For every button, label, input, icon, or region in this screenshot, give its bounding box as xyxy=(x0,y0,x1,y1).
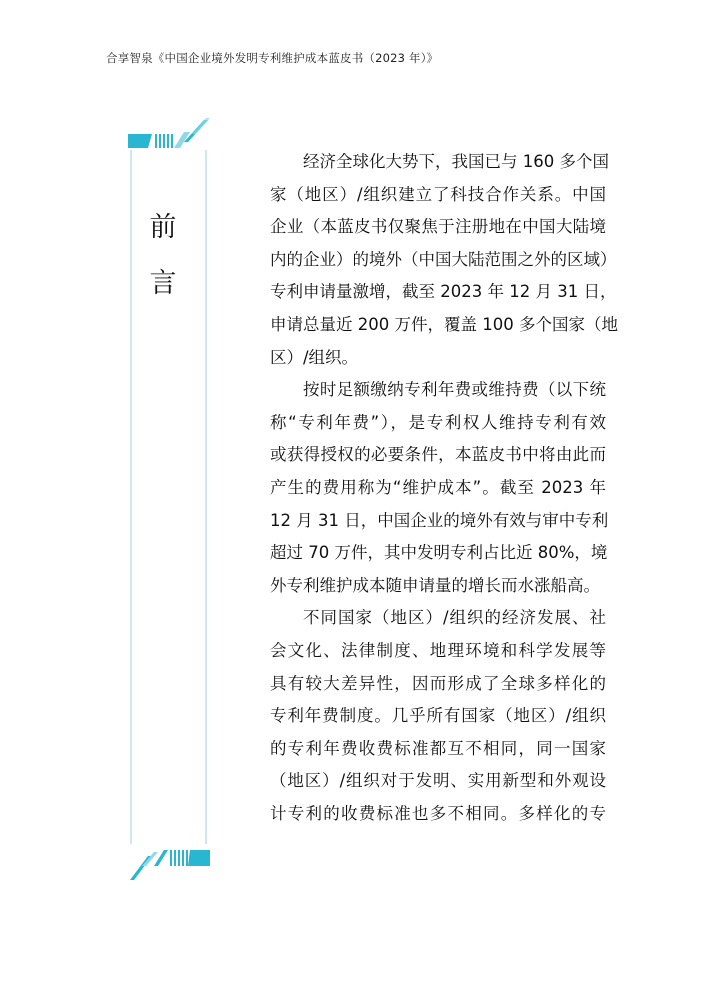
section-title-char-1: 前 xyxy=(149,212,177,243)
paragraph-2-line-6: 超过 70 万件，其中发明专利占比近 80%，境 xyxy=(270,543,608,563)
paragraph-1-line-1: 经济全球化大势下，我国已与 160 多个国 xyxy=(303,152,609,171)
bottom-strip-block xyxy=(188,850,210,866)
paragraph-3-line-3: 具有较大差异性，因而形成了全球多样化的 xyxy=(270,673,606,693)
paragraph-1-line-3: 企业（本蓝皮书仅聚焦于注册地在中国大陆境 xyxy=(270,217,606,237)
paragraph-1-line-4: 内的企业）的境外（中国大陆范围之外的区域） xyxy=(270,249,617,269)
paragraph-3-line-7: 计专利的收费标准也多不相同。多样化的专 xyxy=(270,803,606,823)
paragraph-1-line-2: 家（地区）/组织建立了科技合作关系。中国 xyxy=(270,184,606,204)
section-title-char-2: 言 xyxy=(149,268,177,299)
section-title xyxy=(141,200,185,312)
paragraph-2-line-3: 或获得授权的必要条件，本蓝皮书中将由此而 xyxy=(270,445,606,465)
paragraph-1-line-6: 申请总量近 200 万件，覆盖 100 多个国家（地 xyxy=(270,314,618,334)
top-strip-bars xyxy=(155,134,173,148)
bottom-strip-bars xyxy=(170,850,188,866)
paragraph-2-line-4: 产生的费用称为“维护成本”。截至 2023 年 xyxy=(270,477,606,497)
paragraph-2-line-1: 按时足额缴纳专利年费或维持费（以下统 xyxy=(303,380,606,400)
paragraph-1-line-5: 专利申请量激增，截至 2023 年 12 月 31 日， xyxy=(270,282,617,302)
paragraph-2-line-7: 外专利维护成本随申请量的增长而水涨船高。 xyxy=(270,575,600,595)
body-text xyxy=(270,146,618,830)
running-header: 合享智泉《中国企业境外发明专利维护成本蓝皮书（2023 年）》 xyxy=(106,51,439,65)
paragraph-3-line-5: 的专利年费收费标准都互不相同，同一国家 xyxy=(270,738,606,758)
paragraph-3-line-1: 不同国家（地区）/组织的经济发展、社 xyxy=(303,608,606,628)
paragraph-2-line-5: 12 月 31 日，中国企业的境外有效与审中专利 xyxy=(270,510,609,530)
paragraph-2-line-2: 称“专利年费”），是专利权人维持专利有效 xyxy=(270,412,606,432)
top-strip-block xyxy=(128,134,152,148)
top-strip-slash-3 xyxy=(192,118,210,134)
paragraph-3-line-2: 会文化、法律制度、地理环境和科学发展等 xyxy=(270,640,606,660)
paragraph-3-line-6: （地区）/组织对于发明、实用新型和外观设 xyxy=(270,771,606,791)
paragraph-1-line-7: 区）/组织。 xyxy=(270,347,359,367)
paragraph-3-line-4: 专利年费制度。几乎所有国家（地区）/组织 xyxy=(270,706,606,726)
